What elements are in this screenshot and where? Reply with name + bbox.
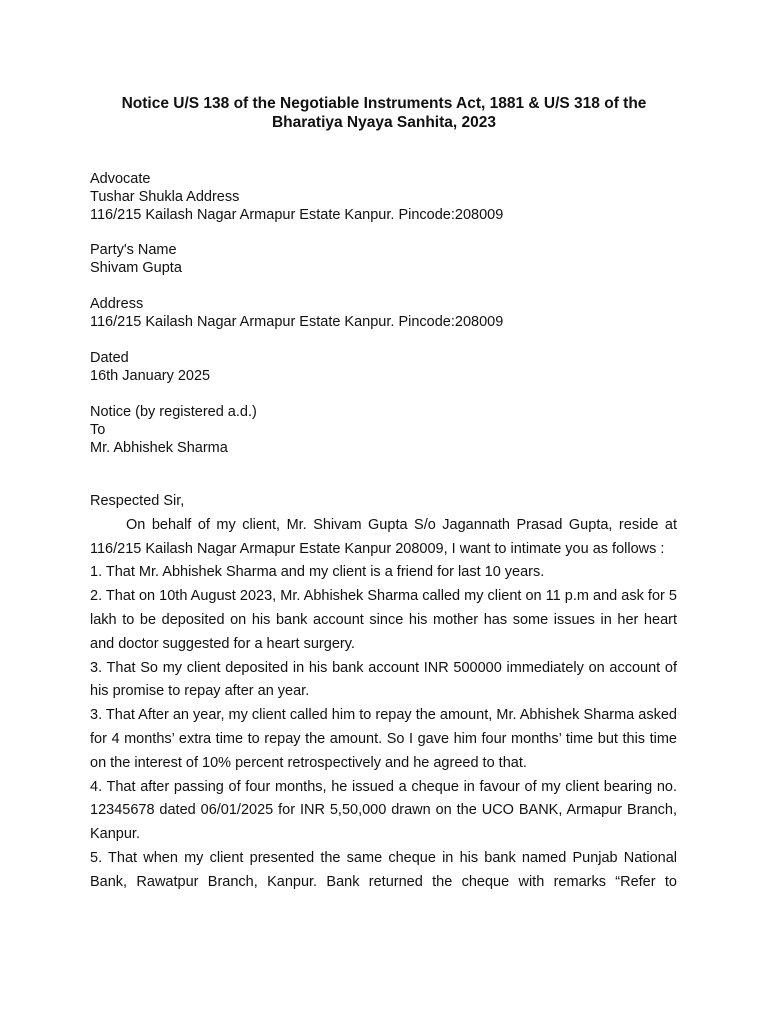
party-label: Party's Name xyxy=(90,242,177,258)
point-2: 2. That on 10th August 2023, Mr. Abhishek Sharma called my client on 11 p.m and ask for 5 lakh to be deposited on his bank account since his mother has some issues in her heart and doctor suggested for a heart surgery. xyxy=(90,588,677,652)
advocate-address: 116/215 Kailash Nagar Armapur Estate Kanpur. Pincode:208009 xyxy=(90,207,504,223)
dated-label: Dated xyxy=(90,350,129,366)
recipient-name: Mr. Abhishek Sharma xyxy=(90,440,228,456)
party-block xyxy=(90,241,680,277)
point-1: 1. That Mr. Abhishek Sharma and my client is a friend for last 10 years. xyxy=(90,564,545,581)
notice-title-line-2: Bharatiya Nyaya Sanhita, 2023 xyxy=(271,114,496,131)
dated-value: 16th January 2025 xyxy=(90,368,211,384)
party-name: Shivam Gupta xyxy=(90,260,182,276)
point-3b: 3. That After an year, my client called him to repay the amount, Mr. Abhishek Sharma asked for 4 months’ extra time to repay the amount. So I gave him four months’ time but this time on the interest of 10% percent retrospectively and he agreed to that. xyxy=(90,707,677,771)
notice-body xyxy=(90,490,677,895)
point-5: 5. That when my client presented the same cheque in his bank named Punjab National Bank, Rawatpur Branch, Kanpur. Bank returned the cheque with remarks “Refer to xyxy=(90,849,677,890)
advocate-name: Tushar Shukla Address xyxy=(90,189,240,205)
recipient-block xyxy=(90,403,680,457)
advocate-block xyxy=(90,170,680,224)
advocate-label: Advocate xyxy=(90,171,151,187)
point-3a: 3. That So my client deposited in his bank account INR 500000 immediately on account of his promise to repay after an year. xyxy=(90,659,677,700)
address-label: Address xyxy=(90,296,144,312)
point-4: 4. That after passing of four months, he issued a cheque in favour of my client bearing no. 12345678 dated 06/01/2025 for INR 5,50,000 drawn on the UCO BANK, Armapur Branch, Kanpur. xyxy=(90,778,677,843)
address-block xyxy=(90,295,680,331)
notice-title-line-1: Notice U/S 138 of the Negotiable Instruments Act, 1881 & U/S 318 of the xyxy=(121,95,647,112)
intro-paragraph: On behalf of my client, Mr. Shivam Gupta S/o Jagannath Prasad Gupta, reside at 116/215 Kailash Nagar Armapur Estate Kanpur 208009, I want to intimate you as follows : xyxy=(90,516,677,557)
salutation: Respected Sir, xyxy=(90,493,185,509)
address-value: 116/215 Kailash Nagar Armapur Estate Kanpur. Pincode:208009 xyxy=(90,314,504,330)
notice-type: Notice (by registered a.d.) xyxy=(90,404,257,420)
recipient-to: To xyxy=(90,422,106,438)
notice-title xyxy=(60,94,708,132)
dated-block xyxy=(90,349,680,385)
